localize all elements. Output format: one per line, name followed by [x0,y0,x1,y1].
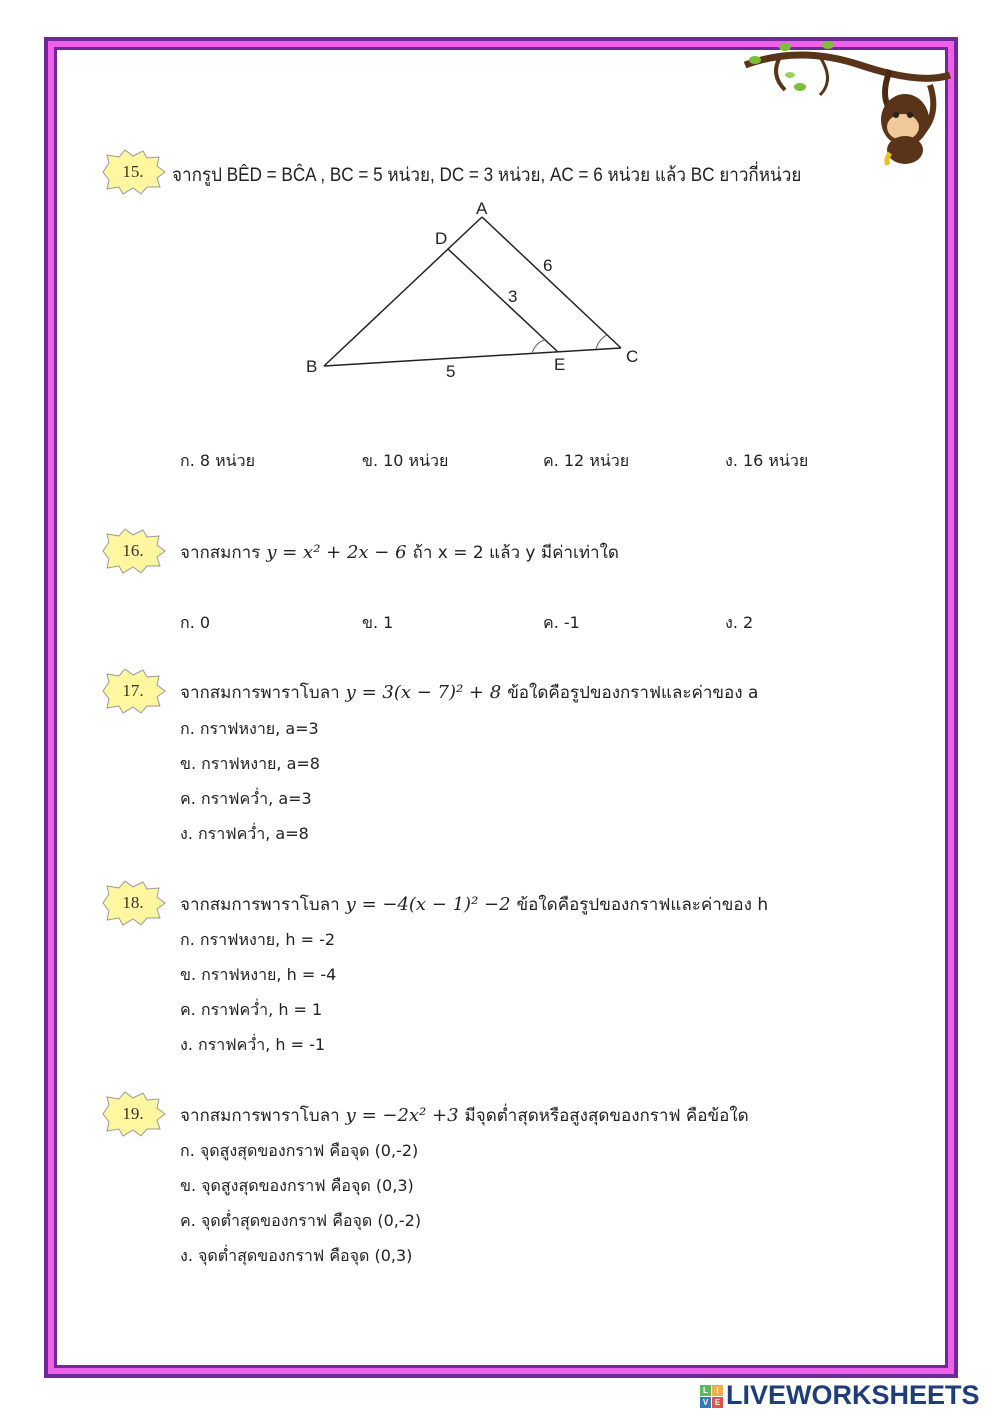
choice-option[interactable]: ง. จุดต่ำสุดของกราฟ คือจุด (0,3) [180,1246,413,1265]
choice-option[interactable]: ค. จุดต่ำสุดของกราฟ คือจุด (0,-2) [180,1211,422,1230]
side-ac [482,217,621,348]
triangle-figure [300,190,660,390]
question-prefix: จากสมการพาราโบลา [180,895,340,915]
angle-e-mark [532,340,545,353]
length-be-label: 5 [446,362,456,381]
side-bc [324,348,621,366]
choice-option[interactable]: ก. จุดสูงสุดของกราฟ คือจุด (0,-2) [180,1141,419,1160]
question-text [180,679,758,706]
choice-option[interactable]: ง. กราฟคว่ำ, a=8 [180,824,309,843]
question-number: 15. [122,162,144,181]
liveworksheets-logo[interactable] [700,1380,980,1411]
choice-option[interactable]: ค. 12 หน่วย [543,451,630,470]
question-number-badge [99,1091,167,1137]
vertex-a-label: A [476,199,488,218]
choice-option[interactable]: ก. กราฟหงาย, a=3 [180,719,319,738]
segment-de [448,249,558,352]
monkey-on-branch-icon [740,35,955,165]
question-suffix: ข้อใดคือรูปของกราฟและค่าของ a [507,683,759,703]
question-prefix: จากสมการพาราโบลา [180,1106,340,1126]
choice-option[interactable]: ก. 8 หน่วย [180,451,255,470]
question-text: จากรูป BÊD = BĈA , BC = 5 หน่วย, DC = 3 หน่วย, AC = 6 หน่วย แล้ว BC ยาวกี่หน่วย [172,165,802,186]
choice-option[interactable]: ก. กราฟหงาย, h = -2 [180,930,336,949]
vertex-d-label: D [435,229,448,248]
choice-option[interactable]: ง. กราฟคว่ำ, h = -1 [180,1035,326,1054]
question-suffix: มีจุดต่ำสุดหรือสูงสุดของกราฟ คือข้อใด [464,1106,749,1126]
question-number-badge [99,880,167,926]
logo-cube-icon: L I V E [700,1385,723,1408]
choice-option[interactable]: ข. กราฟหงาย, a=8 [180,754,320,773]
choice-option[interactable]: ข. 1 [362,613,394,632]
question-number: 17. [122,681,144,700]
question-number-badge [99,668,167,714]
question-number: 19. [122,1104,144,1123]
angle-c-mark [596,335,607,349]
choice-option[interactable]: ค. กราฟคว่ำ, h = 1 [180,1000,323,1019]
question-prefix: จากสมการ [180,543,261,563]
question-text [180,1102,749,1129]
choice-option[interactable]: ค. -1 [543,613,580,632]
length-de-label: 3 [508,287,518,306]
choice-option[interactable]: ข. จุดสูงสุดของกราฟ คือจุด (0,3) [180,1176,414,1195]
choice-option[interactable]: ก. 0 [180,613,211,632]
choice-option[interactable]: ข. 10 หน่วย [362,451,449,470]
question-suffix: ถ้า x = 2 แล้ว y มีค่าเท่าใด [412,543,619,563]
question-number-badge [99,149,167,195]
question-number: 18. [122,893,144,912]
vertex-e-label: E [554,355,566,374]
vertex-c-label: C [626,347,639,366]
equation: y = −4(x − 1)² −2 [345,894,511,915]
question-number: 16. [122,541,144,560]
side-ba [324,217,482,366]
vertex-b-label: B [306,357,318,376]
choice-option[interactable]: ง. 16 หน่วย [725,451,809,470]
equation: y = 3(x − 7)² + 8 [345,682,502,703]
question-suffix: ข้อใดคือรูปของกราฟและค่าของ h [516,895,769,915]
length-ac-label: 6 [543,256,553,275]
question-prefix: จากสมการพาราโบลา [180,683,340,703]
equation: y = −2x² +3 [345,1105,459,1126]
choice-option[interactable]: ค. กราฟคว่ำ, a=3 [180,789,312,808]
logo-text: LIVEWORKSHEETS [726,1380,980,1410]
question-number-badge [99,528,167,574]
equation: y = x² + 2x − 6 [266,542,407,563]
question-text [180,539,619,566]
question-text [180,891,768,918]
choice-option[interactable]: ข. กราฟหงาย, h = -4 [180,965,337,984]
choice-option[interactable]: ง. 2 [725,613,754,632]
